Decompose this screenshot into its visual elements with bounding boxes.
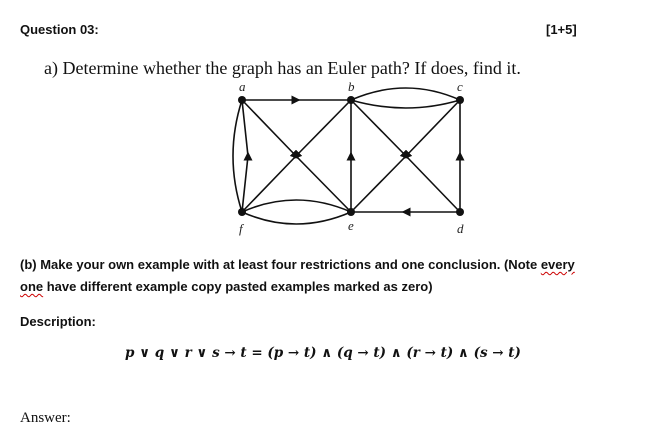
vertex-a: [238, 96, 246, 104]
part-b-spellcheck-word-1: every: [540, 257, 575, 272]
directed-graph-figure: [226, 80, 476, 240]
vertex-e: [347, 208, 355, 216]
vertex-label-c: c: [457, 80, 463, 94]
vertex-label-e: e: [348, 218, 354, 233]
part-b-text-before: (b) Make your own example with at least four restrictions and one conclusion. (Note: [20, 257, 541, 272]
vertex-label-d: d: [457, 221, 464, 236]
part-b-question: [20, 254, 632, 298]
question-title: Question 03:: [20, 22, 99, 37]
logic-formula: p ∨ q ∨ r ∨ s → t = (p → t) ∧ (q → t) ∧ (r → t) ∧ (s → t): [125, 345, 521, 361]
vertex-label-f: f: [239, 221, 243, 236]
part-b-text-after: have different example copy pasted examples marked as zero): [43, 279, 433, 294]
part-a-question: a) Determine whether the graph has an Euler path? If does, find it.: [44, 58, 521, 78]
answer-label: Answer:: [20, 410, 71, 426]
vertex-d: [456, 208, 464, 216]
edge-e-f-lower: [242, 212, 351, 224]
vertex-c: [456, 96, 464, 104]
question-marks: [1+5]: [546, 22, 577, 37]
edge-c-b-lower: [351, 100, 460, 108]
vertex-b: [347, 96, 355, 104]
edge-f-e-upper: [242, 200, 351, 212]
edge-b-c-upper: [351, 88, 460, 100]
vertex-f: [238, 208, 246, 216]
description-label: Description:: [20, 314, 96, 329]
vertex-label-a: a: [239, 80, 246, 94]
edge-a-f-outer: [233, 100, 242, 212]
vertex-label-b: b: [348, 80, 355, 94]
edge-f-a: [242, 100, 248, 212]
part-b-spellcheck-word-2: one: [20, 279, 44, 294]
